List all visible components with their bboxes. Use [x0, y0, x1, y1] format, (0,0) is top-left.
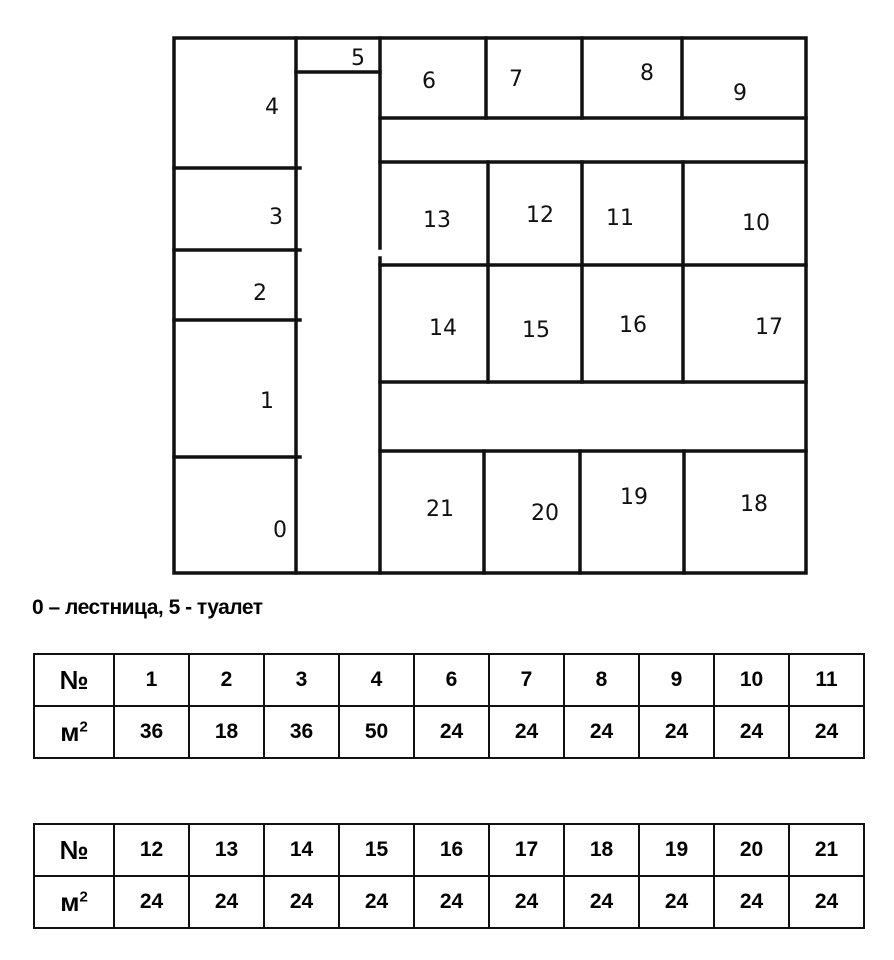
room-11: 11: [606, 206, 634, 231]
room-number-cell: 20: [714, 824, 789, 876]
room-2: 2: [253, 281, 267, 306]
room-number-cell: 18: [564, 824, 639, 876]
area-cell: 24: [564, 876, 639, 928]
area-cell: 24: [639, 876, 714, 928]
area-cell: 24: [414, 876, 489, 928]
area-cell: 50: [339, 706, 414, 758]
area-cell: 24: [714, 876, 789, 928]
area-cell: 24: [264, 876, 339, 928]
area-cell: 24: [189, 876, 264, 928]
area-cell: 24: [714, 706, 789, 758]
area-cell: 24: [489, 876, 564, 928]
room-number-cell: 8: [564, 654, 639, 706]
room-number-cell: 7: [489, 654, 564, 706]
room-9: 9: [733, 81, 747, 106]
room-19: 19: [620, 485, 648, 510]
number-row: [34, 654, 864, 706]
area-cell: 24: [789, 706, 864, 758]
area-cell: 24: [564, 706, 639, 758]
room-number-cell: 16: [414, 824, 489, 876]
room-number-cell: 14: [264, 824, 339, 876]
room-18: 18: [740, 492, 768, 517]
room-number-cell: 19: [639, 824, 714, 876]
room-number-cell: 12: [114, 824, 189, 876]
room-number-cell: 10: [714, 654, 789, 706]
room-0: 0: [273, 518, 287, 543]
area-cell: 24: [114, 876, 189, 928]
room-number-cell: 11: [789, 654, 864, 706]
room-21: 21: [426, 497, 454, 522]
room-12: 12: [526, 203, 554, 228]
number-header: №: [34, 654, 114, 706]
area-cell: 18: [189, 706, 264, 758]
area-header-unit: м: [60, 716, 80, 747]
area-table: [33, 823, 865, 929]
room-number-cell: 1: [114, 654, 189, 706]
room-5: 5: [351, 46, 365, 71]
room-number-cell: 21: [789, 824, 864, 876]
room-4: 4: [265, 95, 279, 120]
area-row: [34, 876, 864, 928]
room-13: 13: [423, 208, 451, 233]
room-6: 6: [422, 69, 436, 94]
area-row: [34, 706, 864, 758]
room-number-cell: 2: [189, 654, 264, 706]
area-table: [33, 653, 865, 759]
room-number-cell: 9: [639, 654, 714, 706]
room-16: 16: [619, 313, 647, 338]
number-header: №: [34, 824, 114, 876]
area-header-sup: 2: [79, 887, 88, 905]
area-cell: 24: [339, 876, 414, 928]
area-header: [34, 876, 114, 928]
room-number-cell: 17: [489, 824, 564, 876]
area-cell: 24: [789, 876, 864, 928]
room-number-cell: 4: [339, 654, 414, 706]
area-cell: 36: [264, 706, 339, 758]
room-15: 15: [522, 318, 550, 343]
room-20: 20: [531, 501, 559, 526]
area-cell: 24: [489, 706, 564, 758]
room-3: 3: [269, 205, 283, 230]
area-cell: 24: [414, 706, 489, 758]
room-1: 1: [260, 389, 274, 414]
room-number-cell: 15: [339, 824, 414, 876]
room-17: 17: [755, 315, 783, 340]
room-number-cell: 13: [189, 824, 264, 876]
area-cell: 36: [114, 706, 189, 758]
area-cell: 24: [639, 706, 714, 758]
area-header: [34, 706, 114, 758]
room-10: 10: [742, 211, 770, 236]
room-7: 7: [509, 67, 523, 92]
legend: 0 – лестница, 5 - туалет: [32, 596, 263, 619]
room-14: 14: [429, 316, 457, 341]
room-number-cell: 6: [414, 654, 489, 706]
room-8: 8: [640, 61, 654, 86]
number-row: [34, 824, 864, 876]
room-number-cell: 3: [264, 654, 339, 706]
area-header-unit: м: [60, 886, 80, 917]
area-header-sup: 2: [79, 717, 88, 735]
